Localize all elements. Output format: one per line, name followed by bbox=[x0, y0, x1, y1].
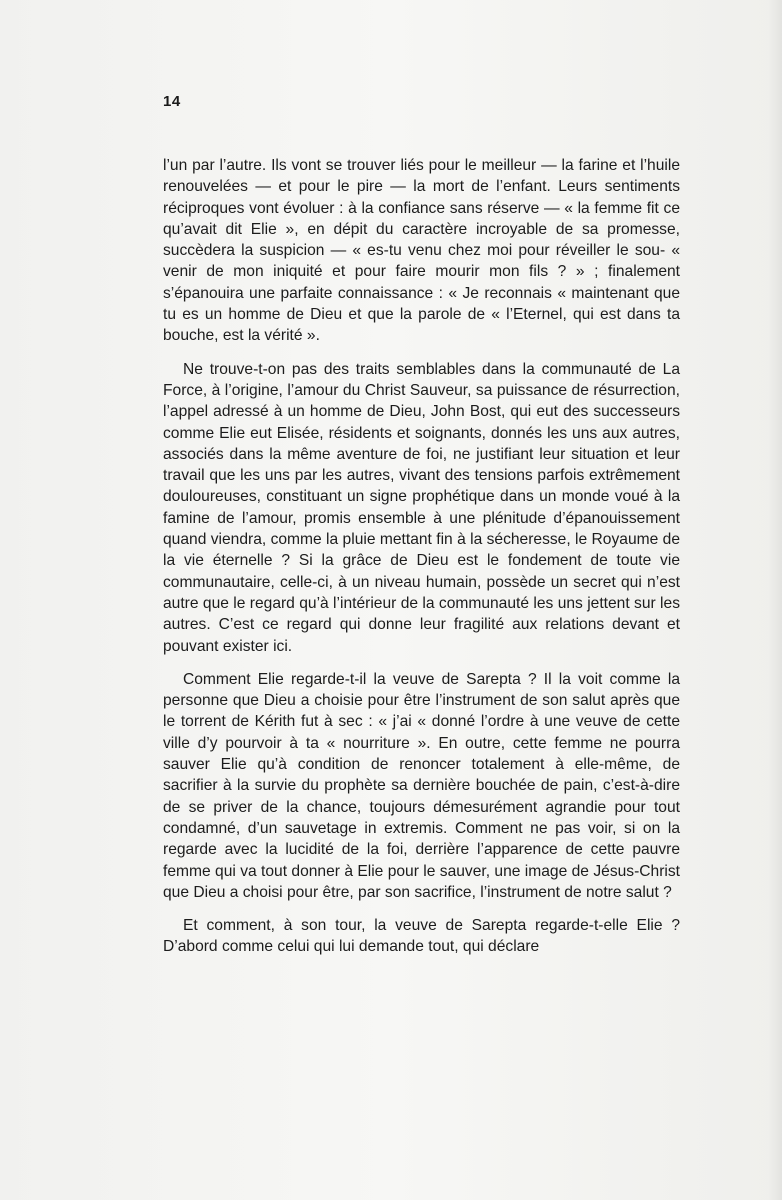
page-number: 14 bbox=[163, 93, 181, 110]
paragraph-3: Comment Elie regarde-t-il la veuve de Sarepta ? Il la voit comme la personne que Dieu a choisie pour être l’instrument de son salut après que le torrent de Kérith fut à sec : « j’ai « donné l’ordre à une veuve de cette ville d’y pourvoir à ta « nourriture ». En outre, cette femme ne pourra sauver Elie qu’à condition de renoncer totalement à elle-même, de sacrifier à la survie du prophète sa dernière bouchée de pain, c’est-à-dire de se priver de la chance, toujours démesurément agrandie pour tout condamné, d’un sauvetage in extremis. Comment ne pas voir, si on la regarde avec la lucidité de la foi, derrière l’apparence de cette pauvre femme qui va tout donner à Elie pour le sauver, une image de Jésus-Christ que Dieu a choisi pour être, par son sacrifice, l’instrument de notre salut ? bbox=[163, 670, 680, 901]
paragraph-2: Ne trouve-t-on pas des traits semblables dans la communauté de La Force, à l’origine, l’amour du Christ Sauveur, sa puissance de résurrection, l’appel adressé à un homme de Dieu, John Bost, qui eut des successeurs comme Elie eut Elisée, résidents et soignants, donnés les uns aux autres, associés dans la même aventure de foi, ne justifiant leur situation et leur travail que les uns par les autres, vivant des tensions parfois extrêmement douloureuses, constituant un signe prophétique dans un monde voué à la famine de l’amour, promis ensemble à une plénitude d’épanouissement quand viendra, comme la pluie mettant fin à la sécheresse, le Royaume de la vie éternelle ? Si la grâce de Dieu est le fondement de toute vie communautaire, celle-ci, à un niveau humain, possède un secret qui n’est autre que le regard qu’à l’intérieur de la communauté les uns jettent sur les autres. C’est ce regard qui donne leur fragilité aux relations devant et pouvant exister ici. bbox=[163, 360, 680, 655]
body-text bbox=[163, 155, 680, 958]
paragraph-4: Et comment, à son tour, la veuve de Sarepta regarde-t-elle Elie ? D’abord comme celui qui lui demande tout, qui déclare bbox=[163, 917, 680, 956]
page-edge-shadow bbox=[768, 0, 782, 1200]
paragraph-1: l’un par l’autre. Ils vont se trouver liés pour le meilleur — la farine et l’huile renouvelées — et pour le pire — la mort de l’enfant. Leurs sentiments réciproques vont évoluer : à la confiance sans réserve — « la femme fit ce qu’avait dit Elie », en dépit du caractère incroyable de sa promesse, succèdera la suspicion — « es-tu venu chez moi pour réveiller le sou- « venir de mon iniquité et pour faire mourir mon fils ? » ; finalement s’épanouira une parfaite connaissance : « Je reconnais « maintenant que tu es un homme de Dieu et que la parole de « l’Eternel, qui est dans ta bouche, est la vérité ». bbox=[163, 157, 680, 345]
